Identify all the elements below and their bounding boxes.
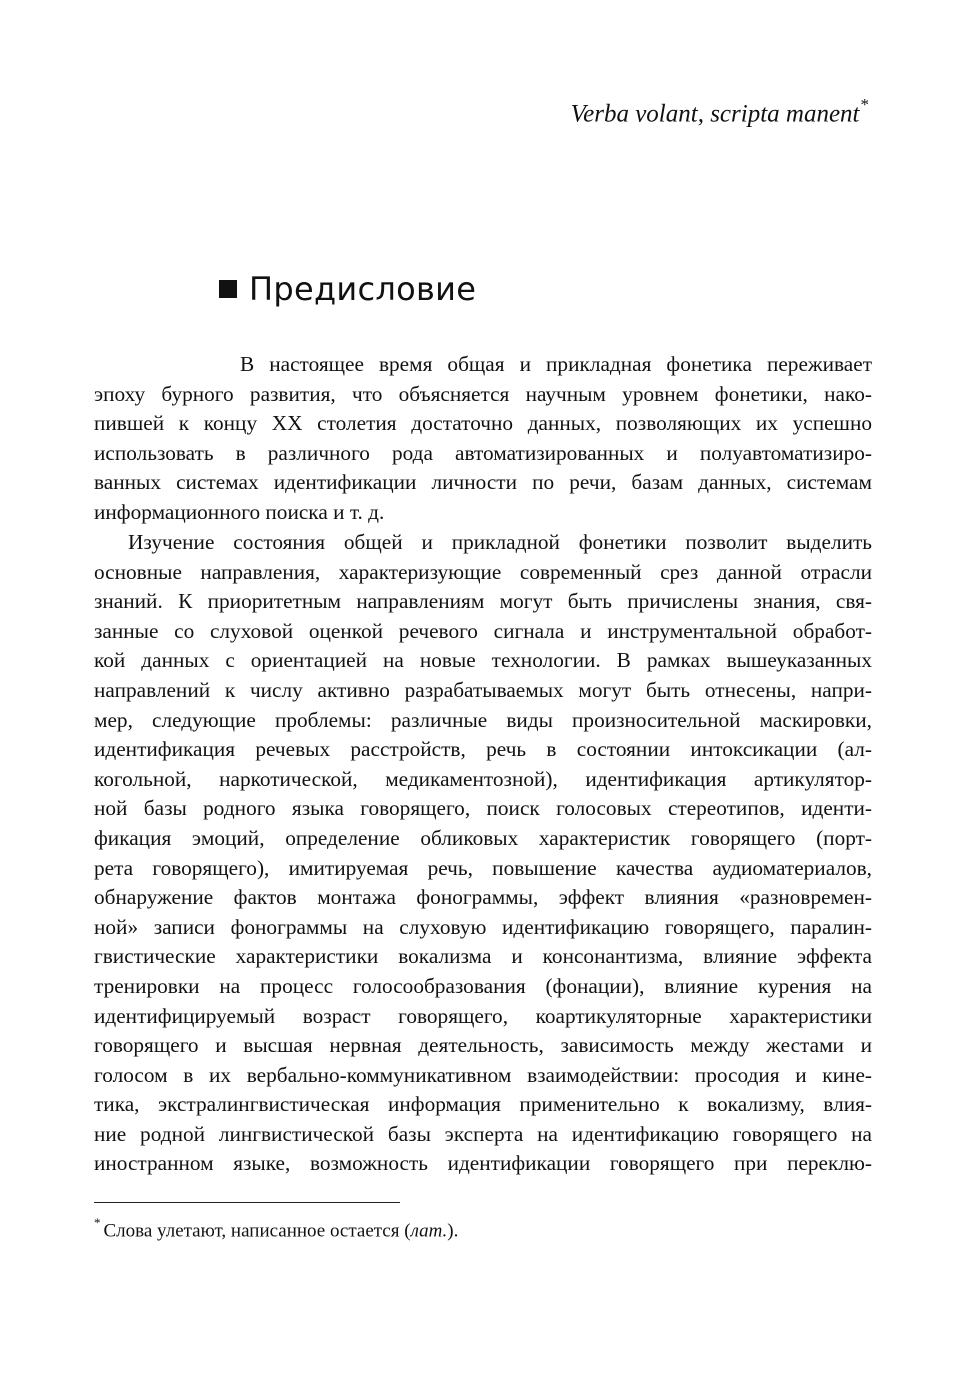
text-line: В настоящее время общая и прикладная фонетика переживает	[240, 352, 872, 376]
text-line: иностранном языке, возможность идентификации говорящего при переклю-	[94, 1151, 872, 1176]
text-line: ной базы родного языка говорящего, поиск голосовых стереотипов, иденти-	[94, 796, 872, 821]
text-line: ной» записи фонограммы на слуховую идентификацию говорящего, паралин-	[94, 914, 872, 939]
footnote-close: ).	[447, 1220, 459, 1242]
text-line: идентифицируемый возраст говорящего, коартикуляторные характеристики	[94, 1003, 872, 1028]
text-line: кой данных с ориентацией на новые технологии. В рамках вышеуказанных	[94, 648, 872, 673]
heading-title: Предисловие	[249, 270, 477, 308]
footnote	[94, 1217, 458, 1242]
text-line: голосом в их вербально-коммуникативном взаимодействии: просодия и кине-	[94, 1062, 872, 1087]
text-line: пившей к концу XX столетия достаточно данных, позволяющих их успешно	[94, 411, 872, 436]
text-line: основные направления, характеризующие современный срез данной отрасли	[94, 559, 872, 584]
footnote-mark: *	[94, 1215, 101, 1230]
text-line: тика, экстралингвистическая информация применительно к вокализму, влия-	[94, 1092, 872, 1117]
epigraph-text: Verba volant, scripta manent	[570, 100, 860, 128]
text-line: рета говорящего), имитируемая речь, повышение качества аудиоматериалов,	[94, 855, 872, 880]
text-line: занные со слуховой оценкой речевого сигнала и инструментальной обработ-	[94, 618, 872, 643]
text-line: когольной, наркотической, медикаментозной), идентификация артикулятор-	[94, 766, 872, 791]
paragraph-2	[94, 528, 872, 1179]
text-line: гвистические характеристики вокализма и консонантизма, влияние эффекта	[94, 944, 872, 969]
text-line: ванных системах идентификации личности по речи, базам данных, системам	[94, 470, 872, 495]
text-line: направлений к числу активно разрабатываемых могут быть отнесены, напри-	[94, 677, 872, 702]
text-line: эпоху бурного развития, что объясняется научным уровнем фонетики, нако-	[94, 381, 872, 406]
text-line: Изучение состояния общей и прикладной фонетики позволит выделить	[128, 530, 872, 554]
footnote-abbrev: лат.	[410, 1220, 448, 1242]
black-square-icon	[219, 280, 237, 298]
text-line: информационного поиска и т. д.	[94, 499, 385, 524]
epigraph	[571, 97, 869, 128]
text-line: ние родной лингвистической базы эксперта на идентификацию говорящего на	[94, 1121, 872, 1146]
section-heading	[219, 270, 476, 308]
text-line: тренировки на процесс голосообразования (фонации), влияние курения на	[94, 973, 872, 998]
text-line: обнаружение фактов монтажа фонограммы, эффект влияния «разновремен-	[94, 885, 872, 910]
text-line: знаний. К приоритетным направлениям могут быть причислены знания, свя-	[94, 589, 872, 614]
footnote-text: Слова улетают, написанное остается (	[103, 1220, 411, 1242]
text-line: использовать в различного рода автоматизированных и полуавтоматизиро-	[94, 440, 872, 465]
paragraph-1	[94, 350, 872, 528]
text-line: мер, следующие проблемы: различные виды произносительной маскировки,	[94, 707, 872, 732]
text-line: говорящего и высшая нервная деятельность, зависимость между жестами и	[94, 1033, 872, 1058]
footnote-divider	[94, 1202, 400, 1203]
text-line: идентификация речевых расстройств, речь в состоянии интоксикации (ал-	[94, 737, 872, 762]
epigraph-footnote-mark: *	[860, 95, 869, 114]
text-line: фикация эмоций, определение обликовых характеристик говорящего (порт-	[94, 825, 872, 850]
